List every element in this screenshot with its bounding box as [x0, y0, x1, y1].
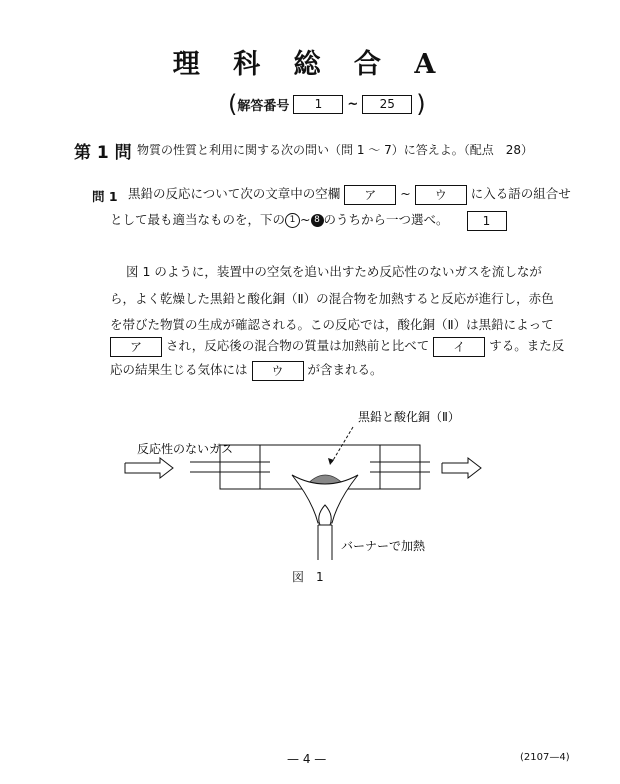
passage-blank-a: ア	[110, 337, 162, 357]
label-gas: 反応性のないガス	[137, 442, 234, 456]
label-mixture: 黒鉛と酸化銅（Ⅱ）	[358, 410, 460, 424]
pointer-arrowhead	[328, 458, 334, 465]
open-paren: (	[228, 90, 238, 118]
page-number: — 4 —	[287, 752, 327, 766]
q1-tilde: ~	[400, 186, 411, 201]
right-stopper	[380, 445, 420, 489]
blank-u-box: ウ	[415, 185, 467, 205]
passage-line4	[110, 336, 564, 357]
passage-line5-text-a: 応の結果生じる気体には	[110, 362, 248, 377]
gas-outflow-arrow-icon	[442, 458, 481, 478]
answer-range-end: 25	[362, 95, 412, 114]
passage-line4-text-b: され，反応後の混合物の質量は加熱前と比べて	[165, 338, 430, 353]
q1-line1-text-b: に入る語の組合せ	[470, 186, 571, 201]
choice-1-icon: 1	[285, 213, 300, 228]
passage-line3: を帯びた物質の生成が確認される。この反応では，酸化銅（Ⅱ）は黒鉛によって	[110, 317, 554, 332]
figure-caption: 図 1	[292, 570, 324, 584]
passage-blank-i: イ	[433, 337, 485, 357]
passage-line1: 図 1 のように，装置中の空気を追い出すため反応性のないガスを流しなが	[126, 264, 542, 279]
page-title: 理 科 総 合 A	[172, 49, 448, 80]
page-code: (2107—4)	[520, 752, 570, 763]
answer-range-start: 1	[293, 95, 343, 114]
label-burner: バーナーで加熱	[341, 539, 426, 553]
passage-blank-u: ウ	[252, 361, 304, 381]
passage-line2: ら，よく乾燥した黒鉛と酸化銅（Ⅱ）の混合物を加熱すると反応が進行し，赤色	[110, 291, 554, 306]
answer-range	[228, 92, 426, 116]
passage-line5-text-b: が含まれる。	[307, 362, 383, 377]
q1-line2-text-b: のうちから一つ選べ。	[323, 212, 449, 227]
answer-box-1: 1	[467, 211, 507, 231]
q1-line1	[128, 184, 571, 205]
q1-line1-text-a: 黒鉛の反応について次の文章中の空欄	[128, 186, 341, 201]
q1-line2-text-a: として最も適当なものを，下の	[110, 212, 286, 227]
choice-8-icon: 8	[311, 214, 324, 227]
answer-range-label: 解答番号	[237, 98, 290, 114]
passage-line5	[110, 360, 383, 381]
passage-line4-text-d: する。また反	[489, 338, 565, 353]
gas-inflow-arrow-icon	[125, 458, 173, 478]
q1-label: 問 1	[92, 189, 118, 204]
blank-a-box: ア	[344, 185, 396, 205]
q1-line2: として最も適当なものを，下の 1 ~ 8 のうちから一つ選べ。 1	[110, 210, 507, 231]
question-heading: 第 1 問	[74, 143, 132, 163]
apparatus-figure	[120, 405, 500, 565]
close-paren: )	[416, 90, 426, 118]
question-intro: 物質の性質と利用に関する次の問い（問 1 ～ 7）に答えよ。（配点 28）	[137, 143, 533, 157]
answer-range-tilde: ~	[347, 96, 359, 112]
